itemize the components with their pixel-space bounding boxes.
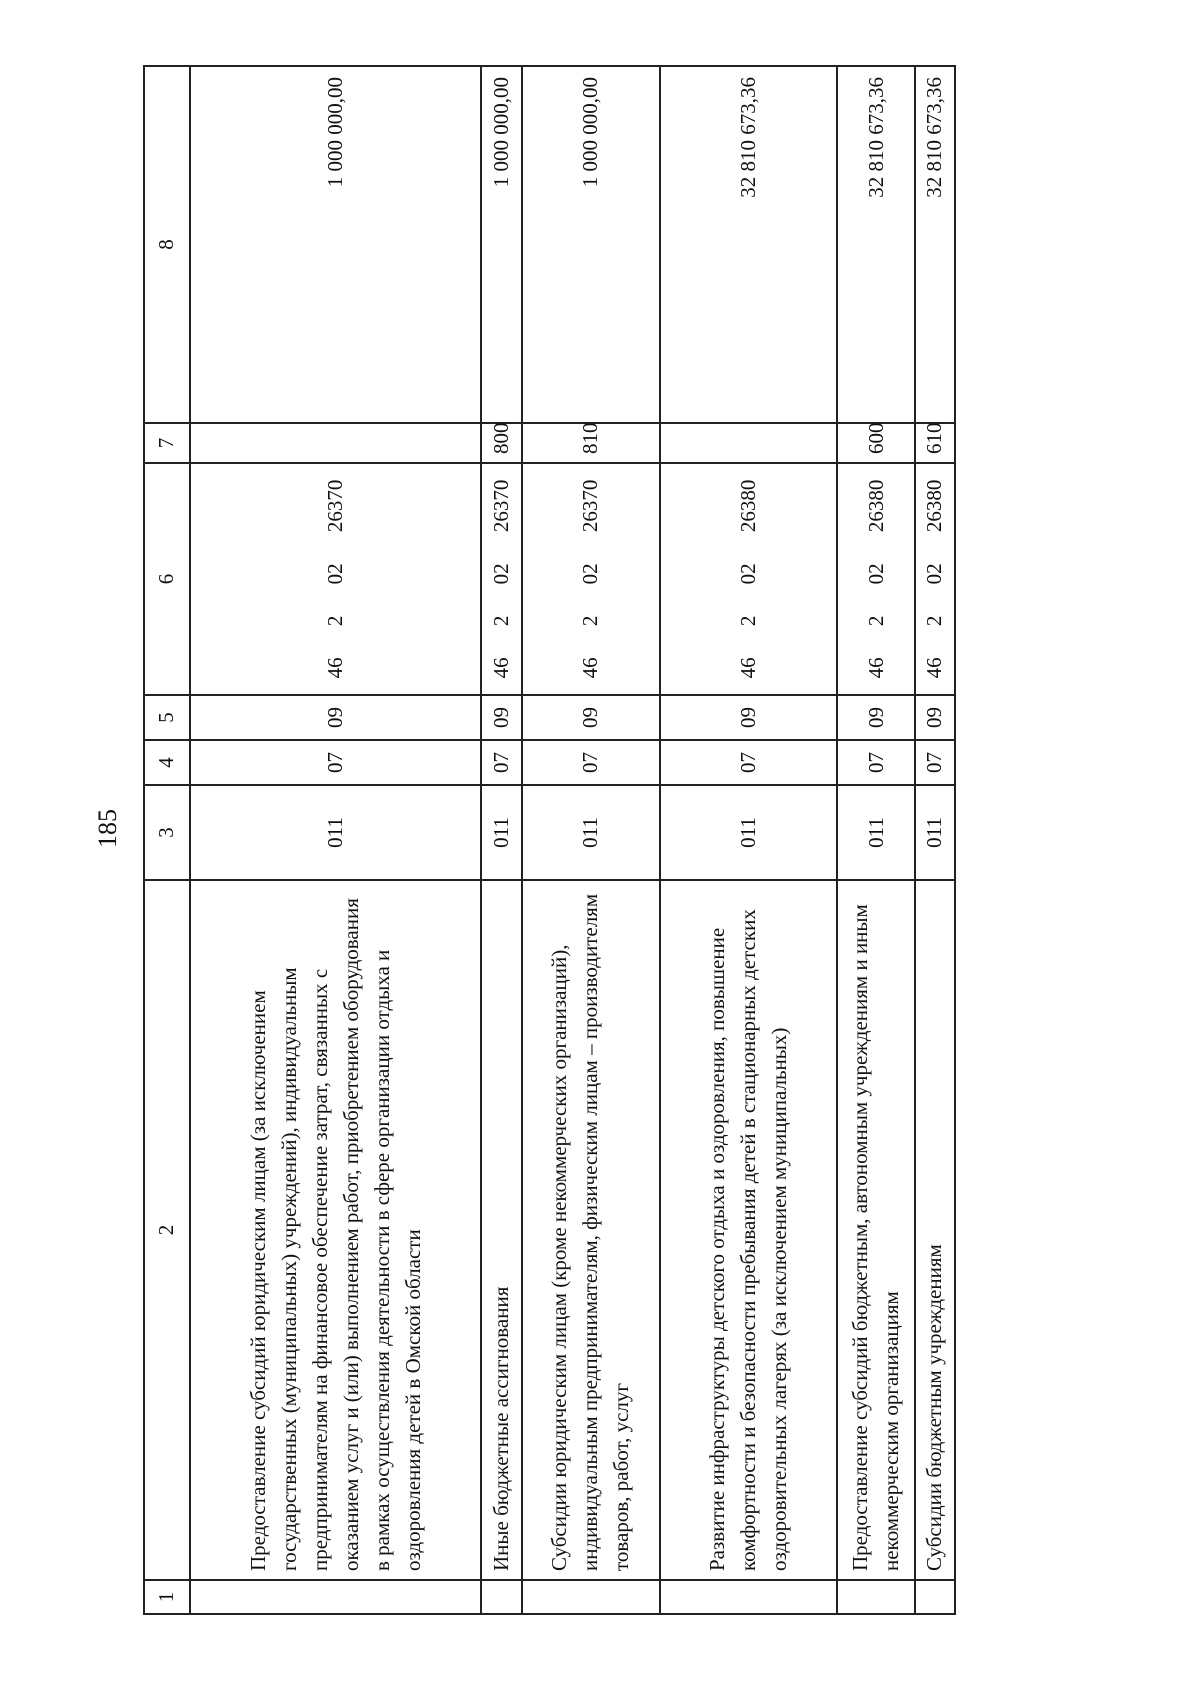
- amount: 32 810 673,36: [660, 66, 837, 423]
- amount: 1 000 000,00: [190, 66, 482, 423]
- row-index-cell: [915, 1580, 955, 1614]
- code-section: 07: [522, 740, 660, 785]
- budget-table-rotated: [143, 67, 956, 1615]
- page-number: 185: [93, 809, 122, 848]
- target-program: 46: [863, 657, 888, 679]
- code-expense-type: 800: [481, 423, 521, 463]
- header-cell-7: 7: [144, 423, 190, 463]
- target-program: 46: [323, 657, 348, 679]
- code-grbs: 011: [660, 785, 837, 880]
- code-subsection: 09: [915, 695, 955, 740]
- header-cell-5: 5: [144, 695, 190, 740]
- target-direction: 26370: [323, 479, 348, 533]
- target-program: 46: [578, 657, 603, 679]
- code-subsection: 09: [837, 695, 914, 740]
- row-name: Предоставление субсидий бюджетным, автономным учреждениям и иным некоммерческим организациям: [837, 880, 914, 1580]
- target-subprogram: 2: [922, 615, 947, 627]
- row-index-cell: [837, 1580, 914, 1614]
- table-row: [915, 66, 955, 1614]
- code-target-article: [481, 463, 521, 695]
- row-index-cell: [190, 1580, 482, 1614]
- target-direction: 26380: [922, 479, 947, 533]
- code-target-article: [190, 463, 482, 695]
- row-name: Предоставление субсидий юридическим лицам (за исключением государственных (муниципальных) учреждений), индивидуальным предпринимателям на финансовое обеспечение затрат, связанных с оказанием услуг и (или) выполнением работ, приобретением оборудования в рамках осуществления деятельности в сфере организации отдыха и оздоровления детей в Омской области: [190, 880, 482, 1580]
- target-subprogram: 2: [489, 615, 514, 627]
- header-cell-2: 2: [144, 880, 190, 1580]
- target-subprogram: 2: [578, 615, 603, 627]
- code-section: 07: [190, 740, 482, 785]
- header-cell-8: 8: [144, 66, 190, 423]
- code-grbs: 011: [915, 785, 955, 880]
- table-row: [481, 66, 521, 1614]
- row-index-cell: [522, 1580, 660, 1614]
- code-expense-type: 810: [522, 423, 660, 463]
- code-subsection: 09: [522, 695, 660, 740]
- amount: 1 000 000,00: [481, 66, 521, 423]
- target-direction: 26370: [578, 479, 603, 533]
- header-cell-3: 3: [144, 785, 190, 880]
- header-cell-6: 6: [144, 463, 190, 695]
- amount: 1 000 000,00: [522, 66, 660, 423]
- target-program: 46: [922, 657, 947, 679]
- code-section: 07: [915, 740, 955, 785]
- code-grbs: 011: [522, 785, 660, 880]
- code-target-article: [660, 463, 837, 695]
- code-target-article: [522, 463, 660, 695]
- budget-table: [143, 65, 956, 1615]
- table-row: [660, 66, 837, 1614]
- amount: 32 810 673,36: [837, 66, 914, 423]
- code-grbs: 011: [481, 785, 521, 880]
- target-event: 02: [922, 563, 947, 585]
- header-row: [144, 66, 190, 1614]
- target-direction: 26370: [489, 479, 514, 533]
- row-name: Субсидии юридическим лицам (кроме некоммерческих организаций), индивидуальным предпринимателям, физическим лицам – производителям товаров, работ, услуг: [522, 880, 660, 1580]
- code-subsection: 09: [190, 695, 482, 740]
- target-event: 02: [578, 563, 603, 585]
- code-target-article: [837, 463, 914, 695]
- row-index-cell: [481, 1580, 521, 1614]
- code-expense-type: 600: [837, 423, 914, 463]
- code-expense-type: [190, 423, 482, 463]
- header-cell-1: 1: [144, 1580, 190, 1614]
- code-expense-type: 610: [915, 423, 955, 463]
- code-subsection: 09: [481, 695, 521, 740]
- target-direction: 26380: [736, 479, 761, 533]
- target-program: 46: [489, 657, 514, 679]
- code-expense-type: [660, 423, 837, 463]
- row-name: Развитие инфраструктуры детского отдыха и оздоровления, повышение комфортности и безопасности пребывания детей в стационарных детских оздоровительных лагерях (за исключением муниципальных): [660, 880, 837, 1580]
- table-row: [837, 66, 914, 1614]
- target-subprogram: 2: [323, 615, 348, 627]
- target-event: 02: [489, 563, 514, 585]
- target-event: 02: [736, 563, 761, 585]
- target-program: 46: [736, 657, 761, 679]
- table-row: [190, 66, 482, 1614]
- row-name: Субсидии бюджетным учреждениям: [915, 880, 955, 1580]
- amount: 32 810 673,36: [915, 66, 955, 423]
- table-row: [522, 66, 660, 1614]
- target-event: 02: [863, 563, 888, 585]
- code-subsection: 09: [660, 695, 837, 740]
- target-subprogram: 2: [736, 615, 761, 627]
- row-name: Иные бюджетные ассигнования: [481, 880, 521, 1580]
- code-target-article: [915, 463, 955, 695]
- target-direction: 26380: [863, 479, 888, 533]
- target-subprogram: 2: [863, 615, 888, 627]
- row-index-cell: [660, 1580, 837, 1614]
- code-section: 07: [660, 740, 837, 785]
- code-section: 07: [837, 740, 914, 785]
- header-cell-4: 4: [144, 740, 190, 785]
- code-grbs: 011: [837, 785, 914, 880]
- code-grbs: 011: [190, 785, 482, 880]
- code-section: 07: [481, 740, 521, 785]
- target-event: 02: [323, 563, 348, 585]
